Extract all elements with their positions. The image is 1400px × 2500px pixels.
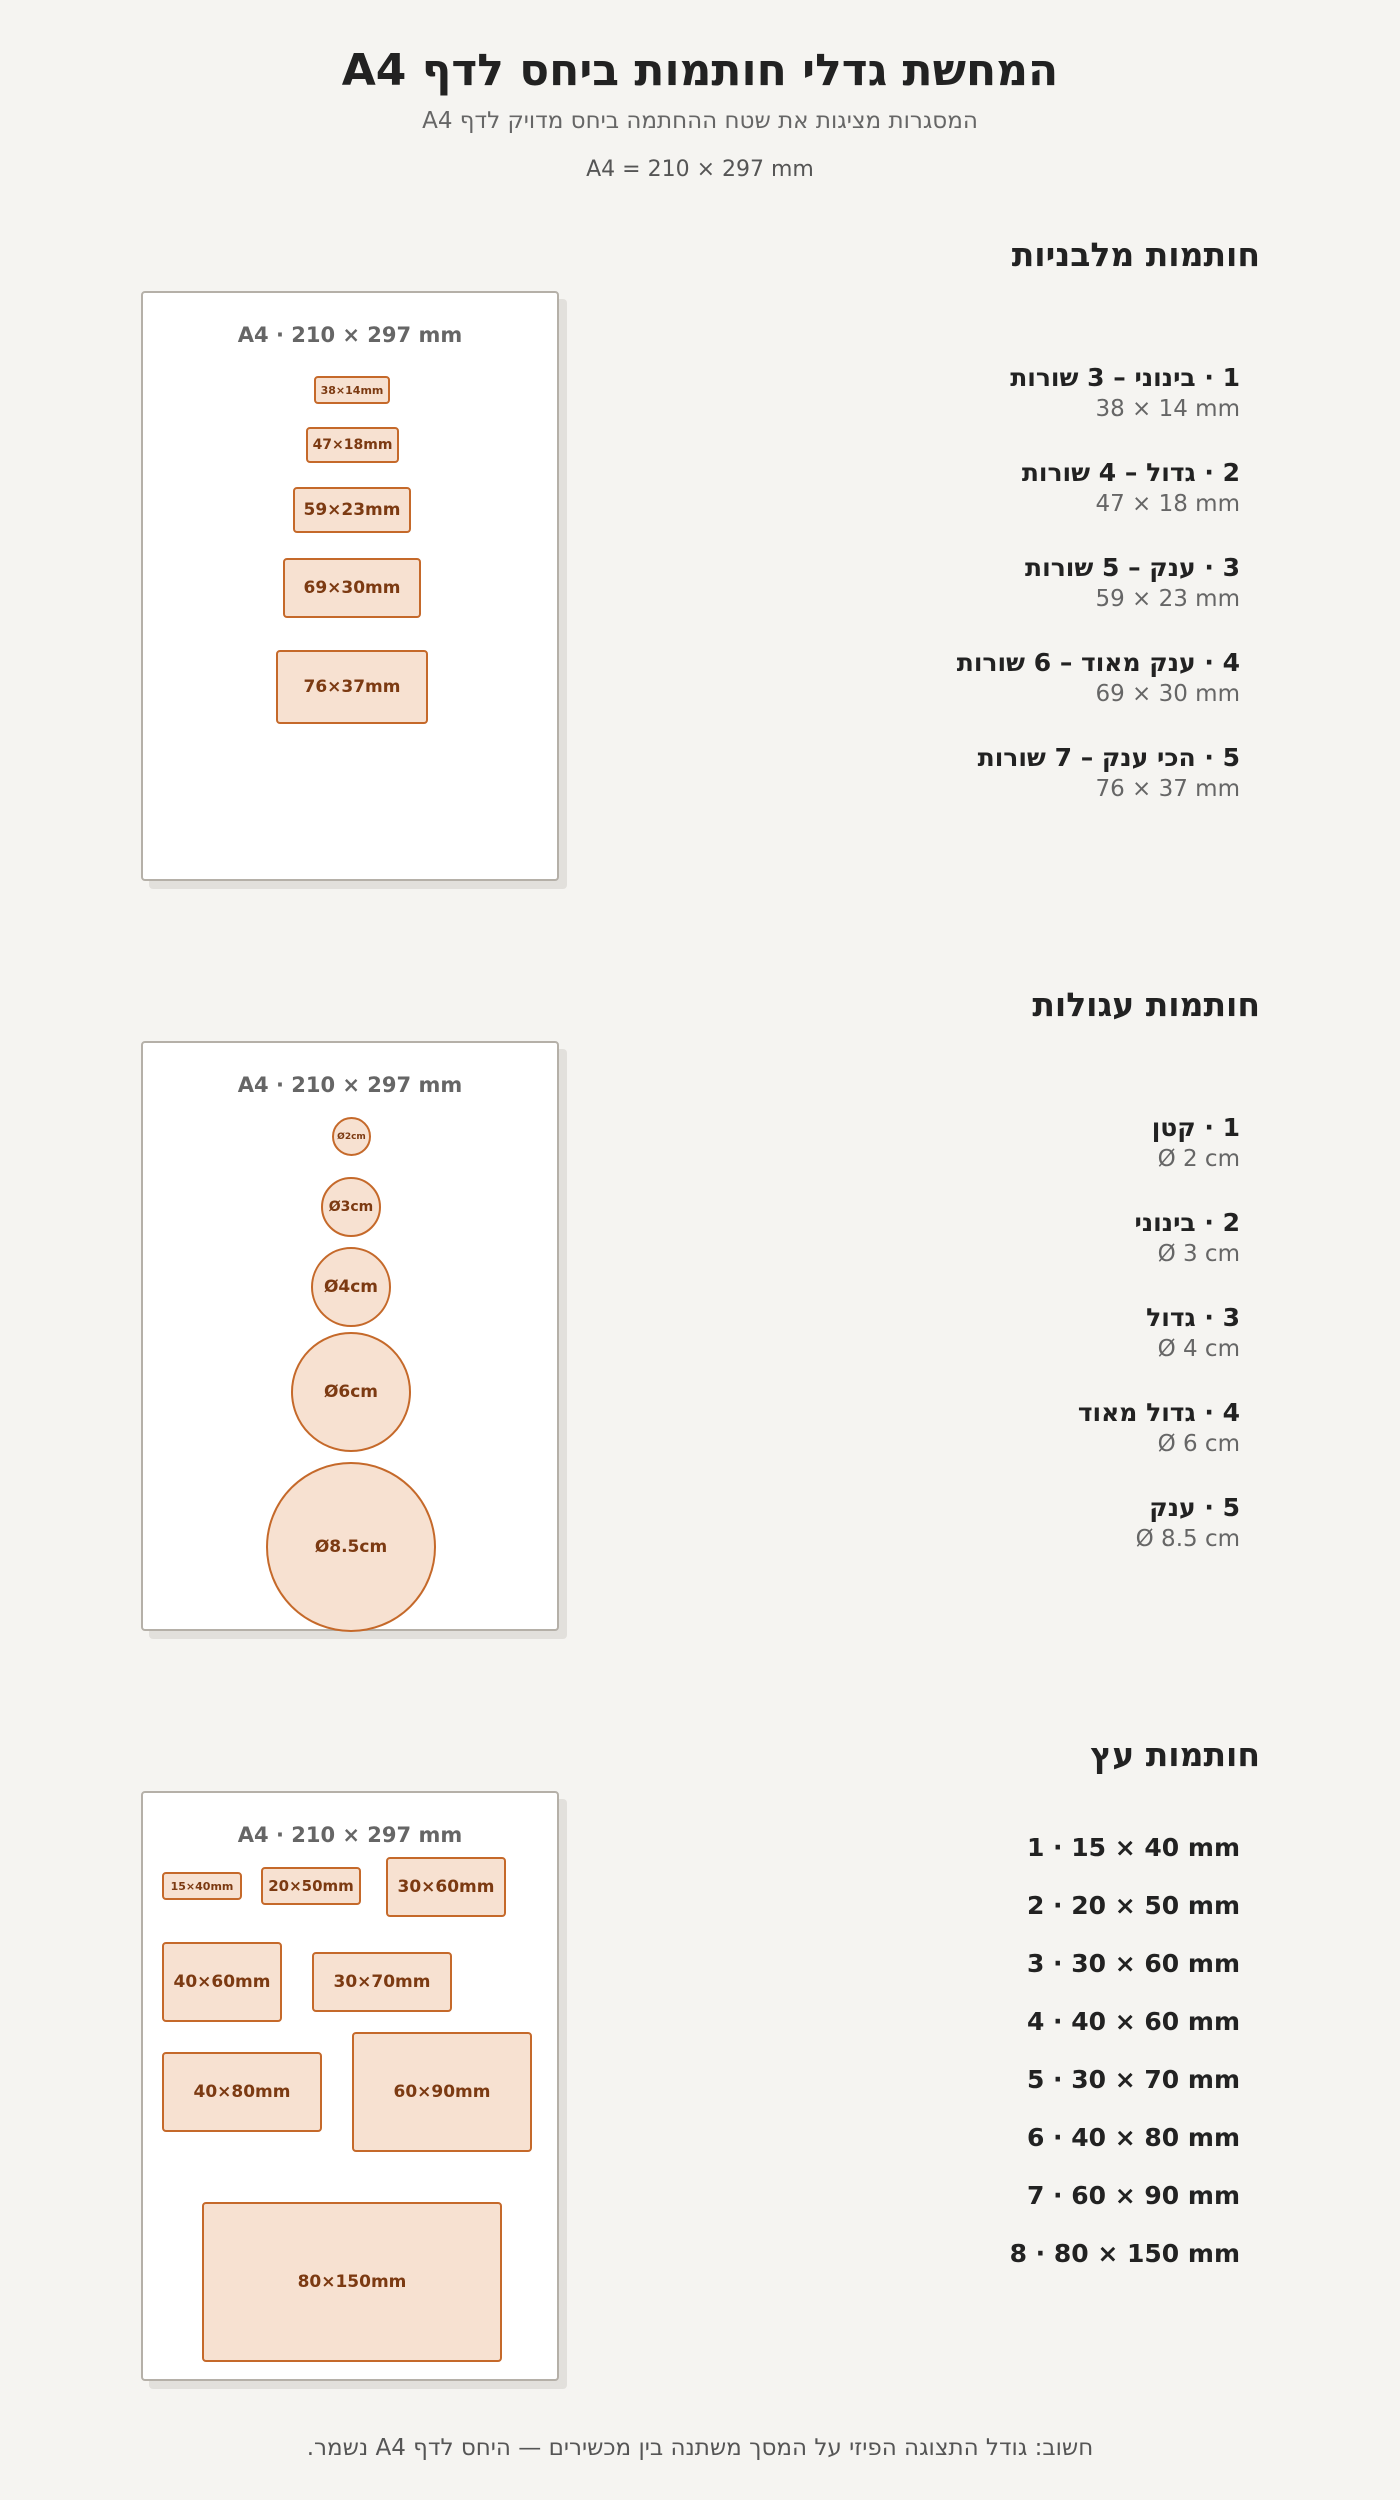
list-item: 8 · 80 × 150 mm <box>1009 2239 1240 2268</box>
list-item <box>1146 1303 1240 1362</box>
wood-stamp-4: 40×60mm <box>162 1942 282 2022</box>
list-item <box>1025 553 1240 612</box>
a4-sheet-rectangular <box>141 291 559 881</box>
list-item: 7 · 60 × 90 mm <box>1026 2181 1240 2210</box>
list-item <box>957 648 1240 707</box>
rect-stamp-4: 69×30mm <box>283 558 421 618</box>
item-name: 1 · בינוני – 3 שורות <box>1010 363 1240 392</box>
wood-stamp-8: 80×150mm <box>202 2202 502 2362</box>
list-item <box>1136 1493 1240 1552</box>
list-item <box>1022 458 1240 517</box>
list-item <box>1134 1208 1240 1267</box>
rect-stamp-5: 76×37mm <box>276 650 428 724</box>
wood-stamp-7: 60×90mm <box>352 2032 532 2152</box>
item-size: Ø 3 cm <box>1157 1241 1240 1267</box>
round-stamp-3: Ø4cm <box>311 1247 391 1327</box>
sheet-label: A4 · 210 × 297 mm <box>237 1823 463 1847</box>
item-size: Ø 6 cm <box>1157 1431 1240 1457</box>
item-size: 38 × 14 mm <box>1095 396 1240 422</box>
item-name: 4 · גדול מאוד <box>1077 1398 1240 1427</box>
list-item <box>1010 363 1240 422</box>
item-size: 59 × 23 mm <box>1095 586 1240 612</box>
page-subtitle: המסגרות מציגות את שטח ההחתמה ביחס מדויק לדף A4 <box>422 108 978 134</box>
item-name: 2 · גדול – 4 שורות <box>1021 458 1240 487</box>
item-name: 5 · ענק <box>1149 1493 1240 1522</box>
rect-stamp-3: 59×23mm <box>293 487 411 533</box>
item-size: Ø 8.5 cm <box>1135 1526 1240 1552</box>
section-title-rectangular: חותמות מלבניות <box>1011 235 1260 274</box>
list-item: 5 · 30 × 70 mm <box>1026 2065 1240 2094</box>
wood-stamp-3: 30×60mm <box>386 1857 506 1917</box>
list-item: 2 · 20 × 50 mm <box>1026 1891 1240 1920</box>
rect-stamp-2: 47×18mm <box>306 427 399 463</box>
item-name: 3 · גדול <box>1146 1303 1240 1332</box>
round-stamp-4: Ø6cm <box>291 1332 411 1452</box>
sheet-label: A4 · 210 × 297 mm <box>237 1073 463 1097</box>
round-stamp-1: Ø2cm <box>332 1117 371 1156</box>
wood-stamp-6: 40×80mm <box>162 2052 322 2132</box>
list-item: 6 · 40 × 80 mm <box>1026 2123 1240 2152</box>
item-name: 2 · בינוני <box>1134 1208 1240 1237</box>
page-title: המחשת גדלי חותמות ביחס לדף A4 <box>341 45 1059 96</box>
a4-sheet-wood <box>141 1791 559 2381</box>
item-size: 47 × 18 mm <box>1095 491 1240 517</box>
wood-stamp-1: 15×40mm <box>162 1872 242 1900</box>
section-title-wood: חותמות עץ <box>1090 1735 1260 1774</box>
wood-stamp-2: 20×50mm <box>261 1867 361 1905</box>
list-item: 3 · 30 × 60 mm <box>1026 1949 1240 1978</box>
list-item <box>1152 1113 1240 1172</box>
item-size: Ø 4 cm <box>1157 1336 1240 1362</box>
list-item <box>978 743 1240 802</box>
item-name: 5 · הכי ענק – 7 שורות <box>977 743 1240 772</box>
item-name: 3 · ענק – 5 שורות <box>1025 553 1240 582</box>
section-title-round: חותמות עגולות <box>1032 985 1260 1024</box>
list-item: 4 · 40 × 60 mm <box>1026 2007 1240 2036</box>
a4-reference: A4 = 210 × 297 mm <box>586 157 814 182</box>
footer-note: חשוב: גודל התצוגה הפיזי על המסך משתנה בין מכשירים — היחס לדף A4 נשמר. <box>306 2435 1094 2461</box>
list-item <box>1078 1398 1240 1457</box>
list-item: 1 · 15 × 40 mm <box>1026 1833 1240 1862</box>
item-name: 4 · ענק מאוד – 6 שורות <box>956 648 1240 677</box>
sheet-label: A4 · 210 × 297 mm <box>237 323 463 347</box>
item-size: 76 × 37 mm <box>1095 776 1240 802</box>
round-stamp-5: Ø8.5cm <box>266 1462 436 1632</box>
item-name: 1 · קטן <box>1151 1113 1240 1142</box>
wood-stamp-5: 30×70mm <box>312 1952 452 2012</box>
round-stamp-2: Ø3cm <box>321 1177 381 1237</box>
a4-sheet-round <box>141 1041 559 1631</box>
item-size: Ø 2 cm <box>1157 1146 1240 1172</box>
rect-stamp-1: 38×14mm <box>314 376 390 404</box>
item-size: 69 × 30 mm <box>1095 681 1240 707</box>
